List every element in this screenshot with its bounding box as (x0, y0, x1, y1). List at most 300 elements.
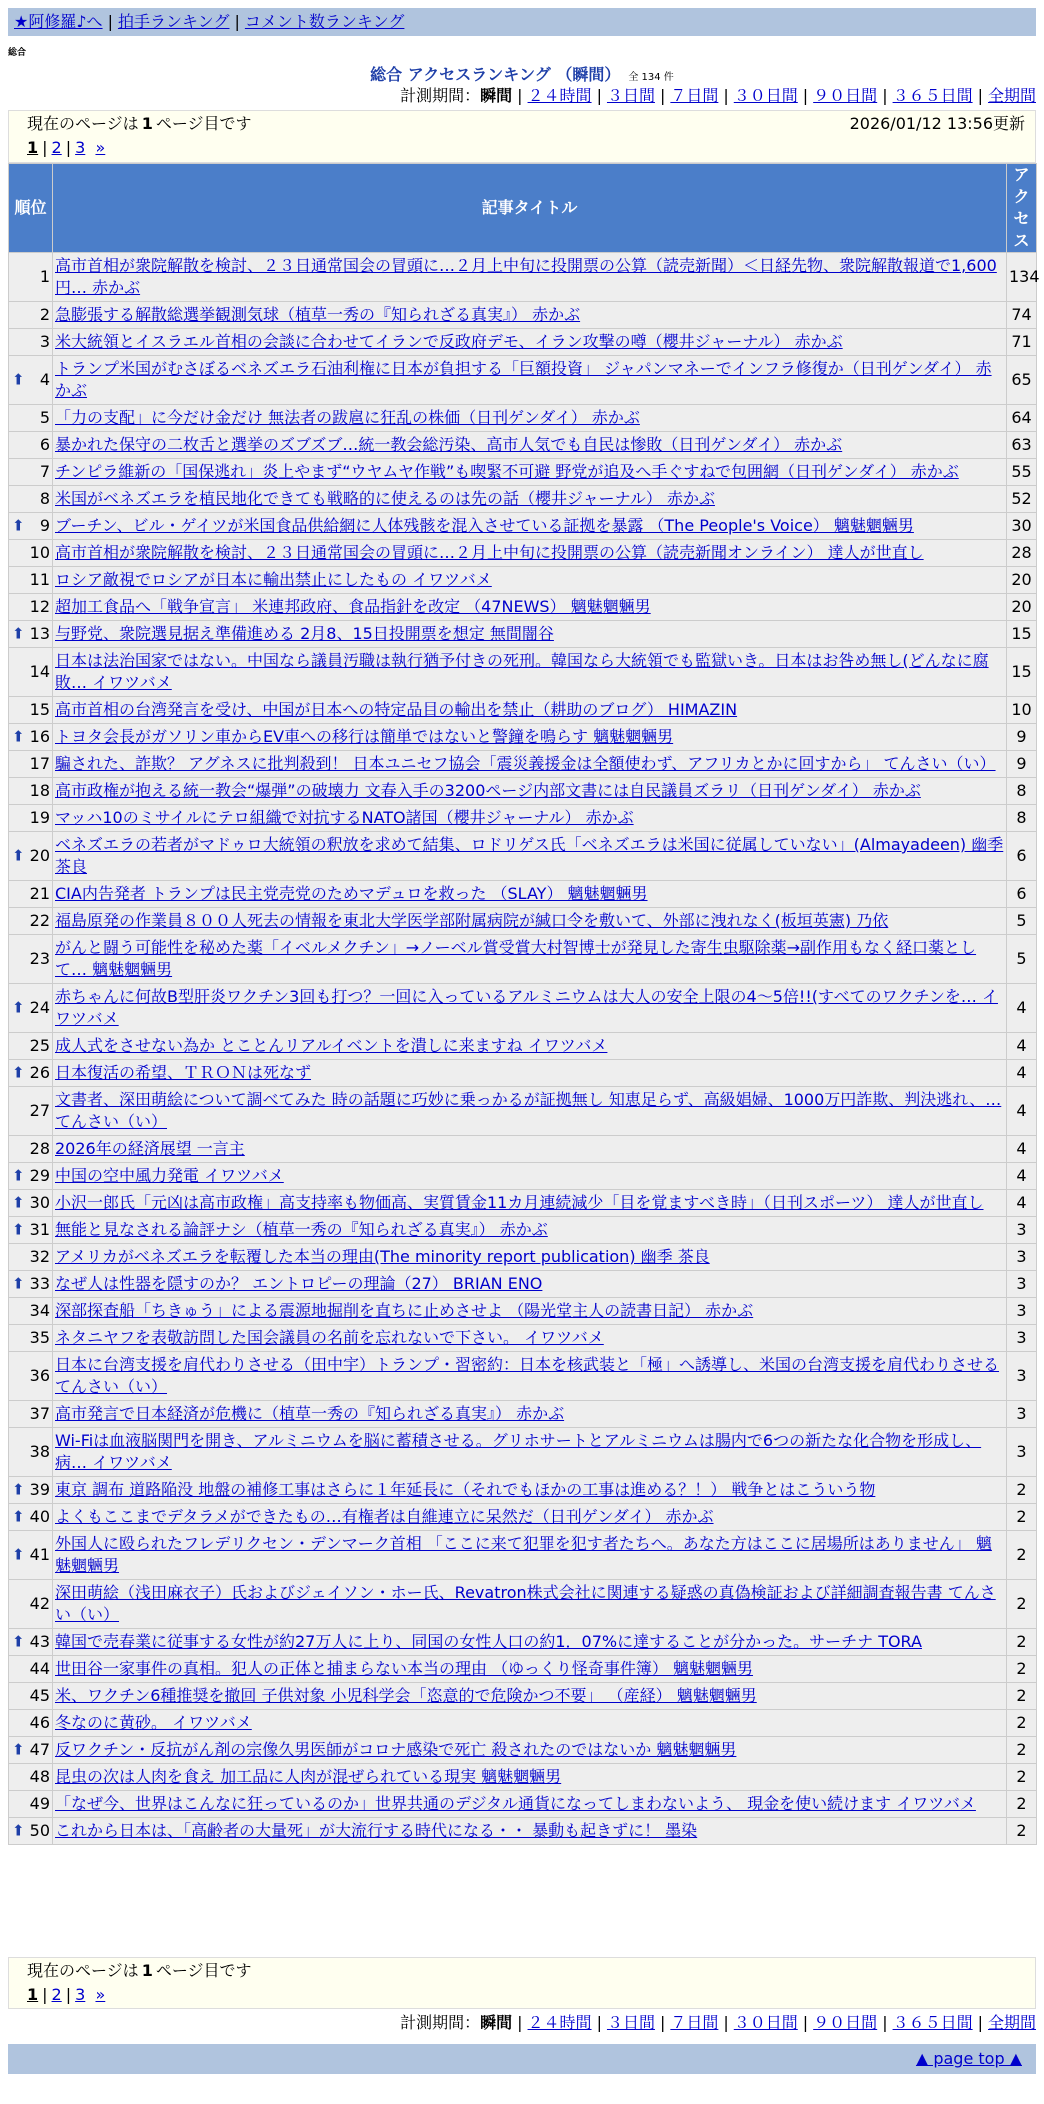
rank-up-arrow-icon: ⬆ (12, 1480, 25, 1499)
rank-number: 30 (29, 1193, 50, 1212)
rank-cell (9, 621, 53, 648)
rank-number: 38 (29, 1442, 50, 1461)
period-current-bottom: 瞬間 (480, 2013, 513, 2032)
access-count: 74 (1007, 302, 1037, 329)
period-90d-link[interactable]: ９０日間 (813, 86, 878, 105)
rank-cell (9, 459, 53, 486)
article-title-link[interactable]: 米国がベネズエラを植民地化できても戦略的に使えるのは先の話（櫻井ジャーナル） 赤かぶ (55, 489, 715, 508)
table-row (9, 1087, 1037, 1136)
article-title-link[interactable]: ネタニヤフを表敬訪問した国会議員の名前を忘れないで下さい。 イワツバメ (55, 1328, 604, 1347)
title-cell (53, 1298, 1007, 1325)
rank-up-arrow-icon: ⬆ (12, 1220, 25, 1239)
updated-time: 2026/01/12 13:56更新 (849, 114, 1025, 133)
rank-up-arrow-icon: ⬆ (12, 1632, 25, 1651)
period-24h-link[interactable]: ２４時間 (527, 86, 592, 105)
rank-cell (9, 1033, 53, 1060)
table-row (9, 405, 1037, 432)
rank-cell (9, 648, 53, 697)
rank-cell (9, 908, 53, 935)
rank-cell (9, 935, 53, 984)
rank-number: 24 (29, 998, 50, 1017)
title-cell (53, 1136, 1007, 1163)
rank-number: 5 (39, 408, 50, 427)
rank-cell (9, 1060, 53, 1087)
title-cell (53, 881, 1007, 908)
title-cell (53, 1531, 1007, 1580)
rank-cell (9, 329, 53, 356)
table-row (9, 1271, 1037, 1298)
pager-page-3[interactable]: 3 (75, 138, 86, 157)
rank-up-arrow-icon: ⬆ (12, 846, 25, 865)
title-cell (53, 935, 1007, 984)
table-header-row (9, 164, 1037, 253)
article-title-link[interactable]: 超加工食品へ「戦争宣言」 米連邦政府、食品指針を改定 （47NEWS） 魑魅魍魎男 (55, 597, 651, 616)
article-title-link[interactable]: 「力の支配」に今だけ金だけ 無法者の跋扈に狂乱の株価（日刊ゲンダイ） 赤かぶ (55, 408, 640, 427)
rank-cell (9, 724, 53, 751)
access-count: 4 (1007, 1190, 1037, 1217)
table-row (9, 1737, 1037, 1764)
table-row (9, 356, 1037, 405)
article-title-link[interactable]: 昆虫の次は人肉を食え 加工品に人肉が混ぜられている現実 魑魅魍魎男 (55, 1767, 562, 1786)
article-title-link[interactable]: 中国の空中風力発電 イワツバメ (55, 1166, 284, 1185)
table-row (9, 621, 1037, 648)
comment-ranking-link[interactable]: コメント数ランキング (244, 12, 405, 31)
rank-cell (9, 1504, 53, 1531)
rank-number: 9 (39, 516, 50, 535)
article-title-link[interactable]: 小沢一郎氏「元凶は高市政権」高支持率も物価高、実質賃金11カ月連続減少「目を覚ますべき時」（日刊スポーツ） 達人が世直し (55, 1193, 984, 1212)
title-cell (53, 1683, 1007, 1710)
access-count: 2 (1007, 1764, 1037, 1791)
article-title-link[interactable]: 「なぜ今、世界はこんなに狂っているのか」世界共通のデジタル通貨になってしまわないよう、 現金を使い続けます イワツバメ (55, 1794, 976, 1813)
access-count: 30 (1007, 513, 1037, 540)
rank-number: 4 (39, 370, 50, 389)
access-count: 2 (1007, 1629, 1037, 1656)
access-count: 20 (1007, 594, 1037, 621)
top-nav: ★阿修羅♪へ | 拍手ランキング | コメント数ランキング (8, 8, 1036, 36)
article-title-link[interactable]: 高市首相の台湾発言を受け、中国が日本への特定品目の輸出を禁止（耕助のブログ） HIMAZIN (55, 700, 738, 719)
title-cell (53, 1325, 1007, 1352)
table-row (9, 751, 1037, 778)
article-title-link[interactable]: トランプ米国がむさぼるベネズエラ石油利権に日本が負担する「巨額投資」 ジャパンマネーでインフラ修復か（日刊ゲンダイ） 赤かぶ (55, 359, 992, 400)
table-row (9, 832, 1037, 881)
article-title-link[interactable]: ベネズエラの若者がマドゥロ大統領の釈放を求めて結集、ロドリゲス氏「ベネズエラは米国に従属していない」(Almayadeen) 幽季 茶良 (55, 835, 1004, 876)
rank-cell (9, 1163, 53, 1190)
title-cell (53, 405, 1007, 432)
article-title-link[interactable]: 米大統領とイスラエル首相の会談に合わせてイランで反政府デモ、イラン攻撃の噂（櫻井ジャーナル） 赤かぶ (55, 332, 843, 351)
rank-up-arrow-icon: ⬆ (12, 1507, 25, 1526)
table-row (9, 1580, 1037, 1629)
article-title-link[interactable]: マッハ10のミサイルにテロ組織で対抗するNATO諸国（櫻井ジャーナル） 赤かぶ (55, 808, 634, 827)
access-count: 2 (1007, 1710, 1037, 1737)
rank-cell (9, 540, 53, 567)
title-cell (53, 1791, 1007, 1818)
rank-number: 17 (29, 754, 50, 773)
article-title-link[interactable]: 韓国で売春業に従事する女性が約27万人に上り、同国の女性人口の約1．07%に達することが分かった。サーチナ TORA (55, 1632, 922, 1651)
table-row (9, 881, 1037, 908)
pager-next-bottom[interactable]: » (95, 1985, 106, 2004)
rank-number: 50 (29, 1821, 50, 1840)
access-count: 3 (1007, 1298, 1037, 1325)
title-cell (53, 1428, 1007, 1477)
table-row (9, 567, 1037, 594)
table-row (9, 1190, 1037, 1217)
title-cell (53, 648, 1007, 697)
table-row (9, 1217, 1037, 1244)
title-cell (53, 778, 1007, 805)
article-title-link[interactable]: 深部探査船「ちきゅう」による震源地掘削を直ちに止めさせよ （陽光堂主人の読書日記） 赤かぶ (55, 1301, 754, 1320)
pager-page-2[interactable]: 2 (51, 138, 62, 157)
access-count: 8 (1007, 778, 1037, 805)
rank-cell (9, 778, 53, 805)
access-count: 52 (1007, 486, 1037, 513)
article-title-link[interactable]: 日本復活の希望、ＴＲＯＮは死なず (55, 1063, 312, 1082)
period-selector-top: 計測期間：瞬間 | ２４時間 | ３日間 | ７日間 | ３０日間 | ９０日間 | ３６５日間 | 全期間 (400, 86, 1036, 105)
page-title: 総合 アクセスランキング （瞬間） (370, 65, 621, 84)
col-rank-header: 順位 (9, 164, 53, 253)
article-title-link[interactable]: がんと闘う可能性を秘めた薬「イベルメクチン」→ノーベル賞受賞大村智博士が発見した寄生虫駆除薬→副作用もなく経口薬として… 魑魅魍魎男 (55, 938, 977, 979)
rank-cell (9, 1629, 53, 1656)
access-count: 3 (1007, 1428, 1037, 1477)
rank-number: 29 (29, 1166, 50, 1185)
total-count: 全 134 件 (628, 72, 674, 83)
access-count: 2 (1007, 1504, 1037, 1531)
pager-page-3-bottom[interactable]: 3 (75, 1985, 86, 2004)
asyura-home-link[interactable]: ★阿修羅♪へ (14, 12, 103, 31)
title-cell (53, 594, 1007, 621)
article-title-link[interactable]: 与野党、衆院選見据え準備進める 2月8、15日投開票を想定 無間闇谷 (55, 624, 554, 643)
rank-number: 33 (29, 1274, 50, 1293)
article-title-link[interactable]: 赤ちゃんに何故B型肝炎ワクチン3回も打つ？一回に入っているアルミニウムは大人の安全上限の4〜5倍!!(すべてのワクチンを… イワツバメ (55, 987, 998, 1028)
article-title-link[interactable]: 無能と見なされる論評ナシ（植草一秀の『知られざる真実』） 赤かぶ (55, 1220, 548, 1239)
article-title-link[interactable]: 文書者、深田萌絵について調べてみた 時の話題に巧妙に乗っかるが証拠無し 知恵足らず、高級娼婦、1000万円詐欺、判決逃れ、… てんさい（い） (55, 1090, 1002, 1131)
rank-number: 26 (29, 1063, 50, 1082)
access-count: 15 (1007, 648, 1037, 697)
access-count: 2 (1007, 1477, 1037, 1504)
article-title-link[interactable]: 東京 調布 道路陥没 地盤の補修工事はさらに１年延長に（それでもほかの工事は進める？！） 戦争とはこういう物 (55, 1480, 876, 1499)
article-title-link[interactable]: 福島原発の作業員８００人死去の情報を東北大学医学部附属病院が緘口令を敷いて、外部に洩れなく(板垣英憲) 乃依 (55, 911, 889, 930)
table-row (9, 1629, 1037, 1656)
page-number-bottom: 1 (141, 1961, 153, 1980)
article-title-link[interactable]: なぜ人は性器を隠すのか？ エントロピーの理論（27） BRIAN ENO (55, 1274, 543, 1293)
table-row (9, 1791, 1037, 1818)
period-30d-link[interactable]: ３０日間 (733, 86, 798, 105)
rank-up-arrow-icon: ⬆ (12, 727, 25, 746)
title-cell (53, 513, 1007, 540)
article-title-link[interactable]: 急膨張する解散総選挙観測気球（植草一秀の『知られざる真実』） 赤かぶ (55, 305, 581, 324)
access-count: 2 (1007, 1656, 1037, 1683)
title-cell (53, 1504, 1007, 1531)
rank-up-arrow-icon: ⬆ (12, 1740, 25, 1759)
footer-nav (8, 2044, 1036, 2074)
title-cell (53, 832, 1007, 881)
table-row (9, 329, 1037, 356)
applause-ranking-link[interactable]: 拍手ランキング (117, 12, 230, 31)
title-cell (53, 1217, 1007, 1244)
title-cell (53, 1580, 1007, 1629)
rank-cell (9, 432, 53, 459)
period-365d-link[interactable]: ３６５日間 (892, 86, 973, 105)
rank-number: 49 (29, 1794, 50, 1813)
table-row (9, 1298, 1037, 1325)
table-row (9, 486, 1037, 513)
rank-number: 22 (29, 911, 50, 930)
rank-cell (9, 594, 53, 621)
access-count: 4 (1007, 984, 1037, 1033)
title-cell (53, 1629, 1007, 1656)
title-cell (53, 567, 1007, 594)
access-count: 4 (1007, 1136, 1037, 1163)
table-row (9, 1136, 1037, 1163)
pager-current-page-bottom: 1 (27, 1985, 39, 2004)
rank-number: 14 (29, 662, 50, 681)
rank-number: 39 (29, 1480, 50, 1499)
article-title-link[interactable]: トヨタ会長がガソリン車からEV車への移行は簡単ではないと警鐘を鳴らす 魑魅魍魎男 (55, 727, 674, 746)
article-title-link[interactable]: ロシア敵視でロシアが日本に輸出禁止にしたもの イワツバメ (55, 570, 492, 589)
page-top-link[interactable]: ▲ page top ▲ (915, 2049, 1022, 2068)
page-number: 1 (141, 114, 153, 133)
rank-cell (9, 486, 53, 513)
table-row (9, 1060, 1037, 1087)
table-row (9, 908, 1037, 935)
article-title-link[interactable]: アメリカがベネズエラを転覆した本当の理由(The minority report publication) 幽季 茶良 (55, 1247, 710, 1266)
article-title-link[interactable]: Wi-Fiは血液脳関門を開き、アルミニウムを脳に蓄積させる。グリホサートとアルミニウムは腸内で6つの新たな化合物を形成し、病… イワツバメ (55, 1431, 982, 1472)
article-title-link[interactable]: 反ワクチン・反抗がん剤の宗像久男医師がコロナ感染で死亡 殺されたのではないか 魑魅魍魎男 (55, 1740, 737, 1759)
access-count: 4 (1007, 1033, 1037, 1060)
title-cell (53, 1271, 1007, 1298)
rank-up-arrow-icon: ⬆ (12, 998, 25, 1017)
period-24h-link-bottom[interactable]: ２４時間 (527, 2013, 592, 2032)
access-count: 71 (1007, 329, 1037, 356)
table-row (9, 1656, 1037, 1683)
period-7d-link[interactable]: ７日間 (670, 86, 719, 105)
pager-bottom: 1 | 2 | 3 » (27, 1985, 106, 2004)
rank-number: 11 (29, 570, 50, 589)
title-cell (53, 329, 1007, 356)
rank-number: 13 (29, 624, 50, 643)
title-cell (53, 697, 1007, 724)
rank-cell (9, 1271, 53, 1298)
access-count: 3 (1007, 1217, 1037, 1244)
rank-number: 12 (29, 597, 50, 616)
rank-cell (9, 567, 53, 594)
rank-cell (9, 1818, 53, 1845)
title-cell (53, 1060, 1007, 1087)
period-current: 瞬間 (480, 86, 513, 105)
access-count: 8 (1007, 805, 1037, 832)
rank-up-arrow-icon: ⬆ (12, 624, 25, 643)
rank-number: 40 (29, 1507, 50, 1526)
article-title-link[interactable]: 世田谷一家事件の真相。犯人の正体と捕まらない本当の理由 （ゆっくり怪奇事件簿） 魑魅魍魎男 (55, 1659, 754, 1678)
article-title-link[interactable]: ブーチン、ビル・ゲイツが米国食品供給網に人体残骸を混入させている証拠を暴露 （The People's Voice） 魑魅魍魎男 (55, 516, 914, 535)
access-count: 3 (1007, 1401, 1037, 1428)
article-title-link[interactable]: これから日本は、「高齢者の大量死」が大流行する時代になる・・ 暴動も起きずに！ 墨染 (55, 1821, 698, 1840)
title-cell (53, 1818, 1007, 1845)
period-3d-link-bottom[interactable]: ３日間 (606, 2013, 655, 2032)
rank-up-arrow-icon: ⬆ (12, 1545, 25, 1564)
access-count: 2 (1007, 1580, 1037, 1629)
title-cell (53, 1764, 1007, 1791)
access-count: 2 (1007, 1683, 1037, 1710)
rank-cell (9, 1531, 53, 1580)
table-row (9, 1033, 1037, 1060)
table-row (9, 1764, 1037, 1791)
pager-page-2-bottom[interactable]: 2 (51, 1985, 62, 2004)
rank-number: 27 (29, 1101, 50, 1120)
title-cell (53, 253, 1007, 302)
period-all-link[interactable]: 全期間 (987, 86, 1036, 105)
article-title-link[interactable]: よくもここまでデタラメができたもの…有権者は自維連立に呆然だ（日刊ゲンダイ） 赤かぶ (55, 1507, 714, 1526)
rank-number: 20 (29, 846, 50, 865)
rank-number: 18 (29, 781, 50, 800)
title-cell (53, 1710, 1007, 1737)
rank-cell (9, 697, 53, 724)
access-count: 5 (1007, 908, 1037, 935)
table-row (9, 594, 1037, 621)
table-row (9, 253, 1037, 302)
page-info-box-bottom (8, 1957, 1036, 2009)
article-title-link[interactable]: 冬なのに黄砂。 イワツバメ (55, 1713, 252, 1732)
page-info-box-top (8, 110, 1036, 163)
access-count: 64 (1007, 405, 1037, 432)
pager-next[interactable]: » (95, 138, 106, 157)
page-info-bottom: 現在のページは 1 ページ目です (27, 1961, 252, 1980)
access-count: 6 (1007, 832, 1037, 881)
access-count: 3 (1007, 1271, 1037, 1298)
access-count: 10 (1007, 697, 1037, 724)
rank-cell (9, 302, 53, 329)
access-count: 2 (1007, 1531, 1037, 1580)
table-row (9, 724, 1037, 751)
rank-up-arrow-icon: ⬆ (12, 1274, 25, 1293)
table-row (9, 1163, 1037, 1190)
rank-number: 21 (29, 884, 50, 903)
article-title-link[interactable]: 深田萌絵（浅田麻衣子）氏およびジェイソン・ホー氏、Revatron株式会社に関連する疑惑の真偽検証および詳細調査報告書 てんさい（い） (55, 1583, 996, 1624)
article-title-link[interactable]: 高市発言で日本経済が危機に（植草一秀の『知られざる真実』） 赤かぶ (55, 1404, 565, 1423)
title-cell (53, 724, 1007, 751)
rank-cell (9, 253, 53, 302)
rank-number: 34 (29, 1301, 50, 1320)
rank-number: 1 (39, 267, 50, 286)
rank-cell (9, 1656, 53, 1683)
rank-cell (9, 1087, 53, 1136)
article-title-link[interactable]: 高市首相が衆院解散を検討、２３日通常国会の冒頭に…２月上中旬に投開票の公算（読売新聞）＜日経先物、衆院解散報道で1,600円… 赤かぶ (55, 256, 997, 297)
access-count: 3 (1007, 1352, 1037, 1401)
period-30d-link-bottom[interactable]: ３０日間 (733, 2013, 798, 2032)
article-title-link[interactable]: 日本は法治国家ではない。中国なら議員汚職は執行猶予付きの死刑。韓国なら大統領でも監獄いき。日本はお咎め無し(どんなに腐敗… イワツバメ (55, 651, 989, 692)
rank-cell (9, 1764, 53, 1791)
article-title-link[interactable]: 高市政権が抱える統一教会“爆弾”の破壊力 文春入手の3200ページ内部文書には自民議員ズラリ（日刊ゲンダイ） 赤かぶ (55, 781, 921, 800)
rank-number: 8 (39, 489, 50, 508)
rank-cell (9, 1580, 53, 1629)
article-title-link[interactable]: 成人式をさせない為か とことんリアルイベントを潰しに来ますね イワツバメ (55, 1036, 608, 1055)
title-cell (53, 1737, 1007, 1764)
table-row (9, 1477, 1037, 1504)
title-cell (53, 540, 1007, 567)
access-count: 4 (1007, 1060, 1037, 1087)
title-cell (53, 356, 1007, 405)
period-365d-link-bottom[interactable]: ３６５日間 (892, 2013, 973, 2032)
rank-cell (9, 1325, 53, 1352)
article-title-link[interactable]: 日本に台湾支援を肩代わりさせる（田中宇）トランプ・習密約：日本を核武装と「極」へ誘導し、米国の台湾支援を肩代わりさせる てんさい（い） (55, 1355, 1000, 1396)
article-title-link[interactable]: CIA内告発者 トランプは民主党売党のためマデュロを救った （SLAY） 魑魅魍魎男 (55, 884, 648, 903)
rank-cell (9, 805, 53, 832)
article-title-link[interactable]: 米、ワクチン6種推奨を撤回 子供対象 小児科学会「恣意的で危険かつ不要」 （産経） 魑魅魍魎男 (55, 1686, 757, 1705)
table-row (9, 540, 1037, 567)
title-cell (53, 486, 1007, 513)
access-count: 4 (1007, 1087, 1037, 1136)
rank-up-arrow-icon: ⬆ (12, 516, 25, 535)
title-cell (53, 1352, 1007, 1401)
article-title-link[interactable]: チンピラ維新の「国保逃れ」炎上やまず“ウヤムヤ作戦”も喫緊不可避 野党が追及へ手ぐすねで包囲網（日刊ゲンダイ） 赤かぶ (55, 462, 959, 481)
article-title-link[interactable]: 暴かれた保守の二枚舌と選挙のズブズブ…統一教会総汚染、高市人気でも自民は惨敗（日刊ゲンダイ） 赤かぶ (55, 435, 843, 454)
title-cell (53, 1401, 1007, 1428)
rank-cell (9, 1428, 53, 1477)
article-title-link[interactable]: 外国人に殴られたフレデリクセン・デンマーク首相 「ここに来て犯罪を犯す者たちへ。あなた方はここに居場所はありません」 魑魅魍魎男 (55, 1534, 992, 1575)
access-count: 3 (1007, 1325, 1037, 1352)
table-row (9, 1710, 1037, 1737)
article-title-link[interactable]: 2026年の経済展望 一言主 (55, 1139, 245, 1158)
rank-number: 6 (39, 435, 50, 454)
rank-number: 7 (39, 462, 50, 481)
title-cell (53, 621, 1007, 648)
rank-cell (9, 1217, 53, 1244)
rank-number: 15 (29, 700, 50, 719)
article-title-link[interactable]: 騙された、詐欺？ アグネスに批判殺到！ 日本ユニセフ協会「震災義援金は全額使わず、アフリカとかに回すから」 てんさい（い） (55, 754, 996, 773)
period-90d-link-bottom[interactable]: ９０日間 (813, 2013, 878, 2032)
table-row (9, 1244, 1037, 1271)
table-row (9, 1531, 1037, 1580)
table-row (9, 984, 1037, 1033)
period-3d-link[interactable]: ３日間 (606, 86, 655, 105)
title-cell (53, 1033, 1007, 1060)
rank-number: 46 (29, 1713, 50, 1732)
rank-number: 19 (29, 808, 50, 827)
rank-cell (9, 356, 53, 405)
rank-number: 28 (29, 1139, 50, 1158)
period-all-link-bottom[interactable]: 全期間 (987, 2013, 1036, 2032)
rank-number: 16 (29, 727, 50, 746)
access-count: 20 (1007, 567, 1037, 594)
access-count: 15 (1007, 621, 1037, 648)
rank-cell (9, 1683, 53, 1710)
article-title-link[interactable]: 高市首相が衆院解散を検討、２３日通常国会の冒頭に…２月上中旬に投開票の公算（読売新聞オンライン） 達人が世直し (55, 543, 924, 562)
access-count: 2 (1007, 1791, 1037, 1818)
access-count: 28 (1007, 540, 1037, 567)
rank-up-arrow-icon: ⬆ (12, 370, 25, 389)
rank-cell (9, 1401, 53, 1428)
title-cell (53, 984, 1007, 1033)
rank-number: 41 (29, 1545, 50, 1564)
rank-number: 25 (29, 1036, 50, 1055)
table-row (9, 1428, 1037, 1477)
rank-up-arrow-icon: ⬆ (12, 1063, 25, 1082)
rank-number: 35 (29, 1328, 50, 1347)
title-cell (53, 1190, 1007, 1217)
table-row (9, 432, 1037, 459)
period-7d-link-bottom[interactable]: ７日間 (670, 2013, 719, 2032)
rank-number: 23 (29, 949, 50, 968)
access-count: 3 (1007, 1244, 1037, 1271)
access-count: 6 (1007, 881, 1037, 908)
rank-cell (9, 751, 53, 778)
title-cell (53, 302, 1007, 329)
table-row (9, 1325, 1037, 1352)
table-row (9, 805, 1037, 832)
rank-cell (9, 513, 53, 540)
ranking-table-body (9, 253, 1040, 1845)
title-cell (53, 1163, 1007, 1190)
title-cell (53, 751, 1007, 778)
